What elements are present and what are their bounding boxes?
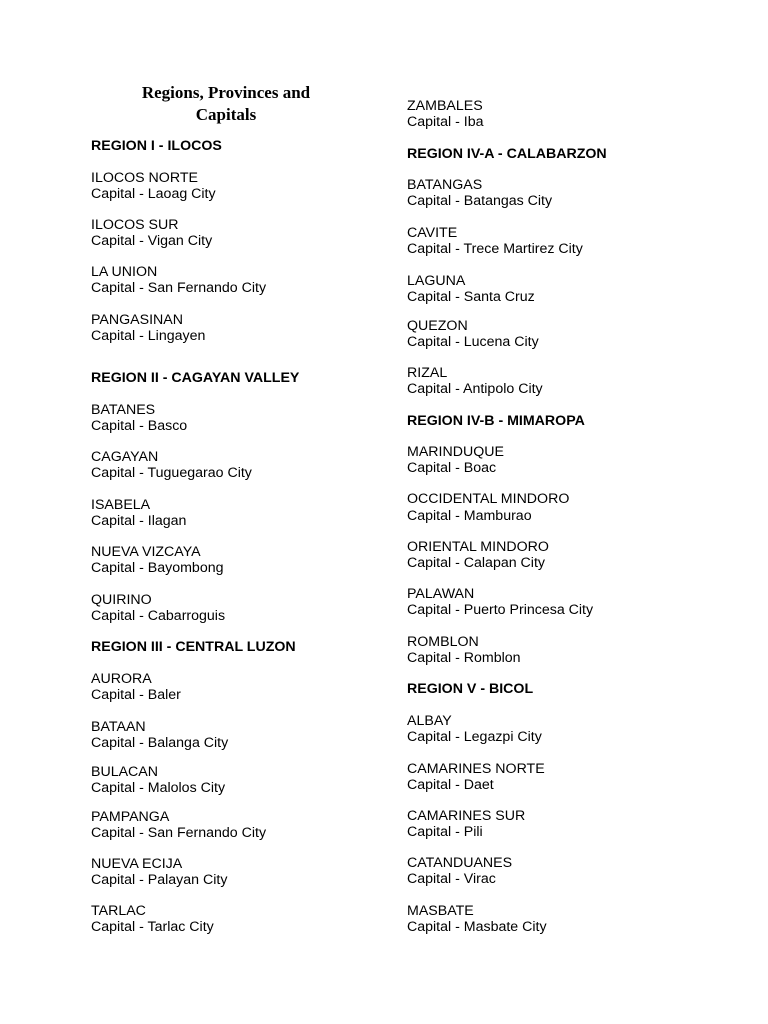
province-capital: Capital - Iba xyxy=(407,114,484,130)
province-capital: Capital - Laoag City xyxy=(91,186,216,202)
province-name: PANGASINAN xyxy=(91,312,183,328)
province-name: CAMARINES NORTE xyxy=(407,761,545,777)
province-name: ILOCOS NORTE xyxy=(91,170,198,186)
province-capital: Capital - Trece Martirez City xyxy=(407,241,583,257)
province-name: CAMARINES SUR xyxy=(407,808,526,824)
province-capital: Capital - Baler xyxy=(91,687,181,703)
province-capital: Capital - Balanga City xyxy=(91,735,229,751)
province-name: ZAMBALES xyxy=(407,98,483,114)
province-capital: Capital - Antipolo City xyxy=(407,381,543,397)
province-capital: Capital - Pili xyxy=(407,824,483,840)
province-name: CAGAYAN xyxy=(91,449,159,465)
province-capital: Capital - Virac xyxy=(407,871,496,887)
province-name: CAVITE xyxy=(407,225,458,241)
province-name: QUEZON xyxy=(407,318,468,334)
province-capital: Capital - Tuguegarao City xyxy=(91,465,252,481)
province-name: NUEVA VIZCAYA xyxy=(91,544,201,560)
province-name: PALAWAN xyxy=(407,586,475,602)
province-name: OCCIDENTAL MINDORO xyxy=(407,491,570,507)
province-name: LA UNION xyxy=(91,264,158,280)
region-heading: REGION III - CENTRAL LUZON xyxy=(91,639,296,655)
province-name: AURORA xyxy=(91,671,152,687)
province-name: BULACAN xyxy=(91,764,159,780)
province-capital: Capital - Batangas City xyxy=(407,193,553,209)
province-name: PAMPANGA xyxy=(91,809,170,825)
page-title-line-1: Regions, Provinces and xyxy=(141,83,311,102)
province-capital: Capital - Tarlac City xyxy=(91,919,214,935)
province-name: ORIENTAL MINDORO xyxy=(407,539,549,555)
province-capital: Capital - Mamburao xyxy=(407,508,532,524)
province-capital: Capital - Basco xyxy=(91,418,188,434)
province-capital: Capital - Calapan City xyxy=(407,555,545,571)
province-capital: Capital - Santa Cruz xyxy=(407,289,535,305)
province-name: QUIRINO xyxy=(91,592,152,608)
province-capital: Capital - Cabarroguis xyxy=(91,608,226,624)
province-capital: Capital - Puerto Princesa City xyxy=(407,602,594,618)
province-capital: Capital - Lingayen xyxy=(91,328,206,344)
region-heading: REGION IV-A - CALABARZON xyxy=(407,146,607,162)
province-capital: Capital - San Fernando City xyxy=(91,280,267,296)
province-name: TARLAC xyxy=(91,903,146,919)
province-name: BATANGAS xyxy=(407,177,483,193)
province-capital: Capital - Boac xyxy=(407,460,497,476)
region-heading: REGION V - BICOL xyxy=(407,681,534,697)
province-capital: Capital - Palayan City xyxy=(91,872,228,888)
province-name: CATANDUANES xyxy=(407,855,513,871)
province-name: LAGUNA xyxy=(407,273,466,289)
province-name: MASBATE xyxy=(407,903,474,919)
region-heading: REGION II - CAGAYAN VALLEY xyxy=(91,370,300,386)
province-name: ISABELA xyxy=(91,497,151,513)
page-title xyxy=(98,82,354,126)
province-name: BATAAN xyxy=(91,719,146,735)
page-title-line-2: Capitals xyxy=(195,105,257,124)
province-capital: Capital - Ilagan xyxy=(91,513,187,529)
province-capital: Capital - Lucena City xyxy=(407,334,539,350)
province-name: BATANES xyxy=(91,402,156,418)
region-heading: REGION IV-B - MIMAROPA xyxy=(407,413,585,429)
province-capital: Capital - Malolos City xyxy=(91,780,226,796)
province-capital: Capital - Masbate City xyxy=(407,919,547,935)
province-name: ROMBLON xyxy=(407,634,479,650)
province-name: NUEVA ECIJA xyxy=(91,856,183,872)
province-capital: Capital - Legazpi City xyxy=(407,729,542,745)
province-name: ALBAY xyxy=(407,713,452,729)
province-capital: Capital - Bayombong xyxy=(91,560,224,576)
region-heading: REGION I - ILOCOS xyxy=(91,138,222,154)
province-capital: Capital - Vigan City xyxy=(91,233,213,249)
province-capital: Capital - Daet xyxy=(407,777,494,793)
province-name: ILOCOS SUR xyxy=(91,217,179,233)
province-name: RIZAL xyxy=(407,365,448,381)
province-name: MARINDUQUE xyxy=(407,444,504,460)
province-capital: Capital - Romblon xyxy=(407,650,521,666)
province-capital: Capital - San Fernando City xyxy=(91,825,267,841)
